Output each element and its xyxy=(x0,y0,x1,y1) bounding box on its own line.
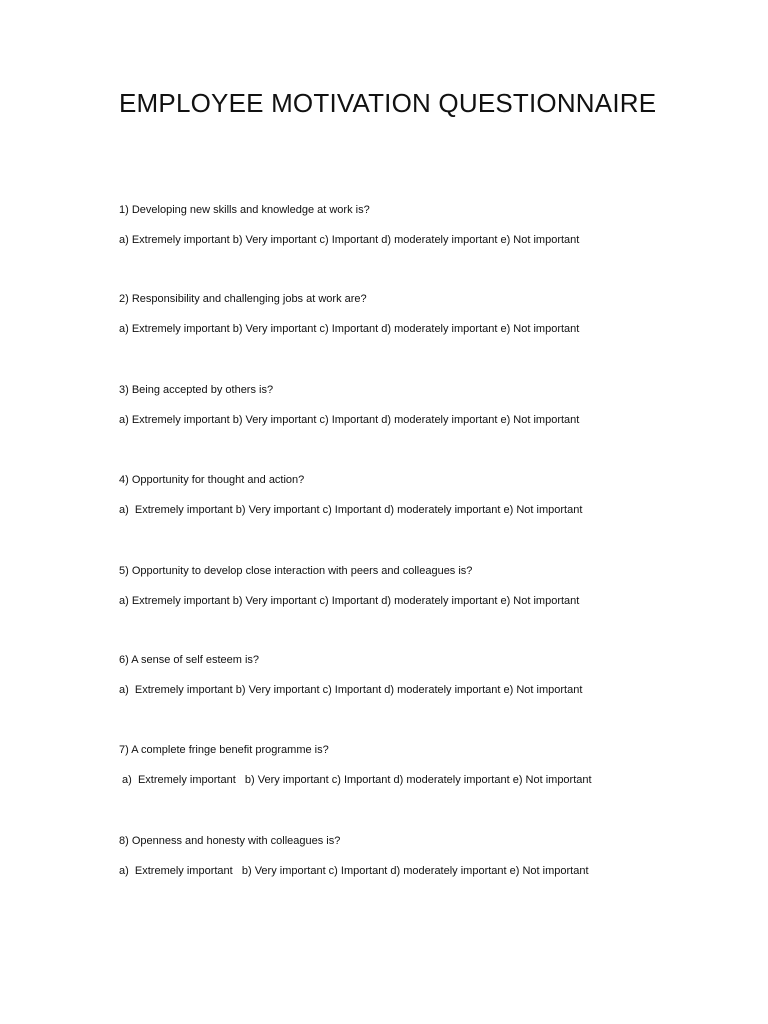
question-text: 1) Developing new skills and knowledge at work is? xyxy=(119,204,370,216)
question-8 xyxy=(0,835,768,895)
answer-options: a) Extremely important b) Very important c) Important d) moderately important e) Not important xyxy=(119,684,583,696)
question-3 xyxy=(0,384,768,444)
question-text: 8) Openness and honesty with colleagues is? xyxy=(119,835,341,847)
question-text: 7) A complete fringe benefit programme is? xyxy=(119,744,329,756)
answer-options: a) Extremely important b) Very important c) Important d) moderately important e) Not important xyxy=(119,595,580,607)
answer-options: a) Extremely important b) Very important c) Important d) moderately important e) Not important xyxy=(119,865,589,877)
answer-options: a) Extremely important b) Very important c) Important d) moderately important e) Not important xyxy=(119,504,583,516)
question-text: 3) Being accepted by others is? xyxy=(119,384,274,396)
answer-options: a) Extremely important b) Very important c) Important d) moderately important e) Not important xyxy=(119,414,580,426)
question-1 xyxy=(0,204,768,264)
question-text: 6) A sense of self esteem is? xyxy=(119,654,260,666)
answer-options: a) Extremely important b) Very important c) Important d) moderately important e) Not important xyxy=(119,774,592,786)
question-5 xyxy=(0,565,768,625)
question-2 xyxy=(0,293,768,353)
question-6 xyxy=(0,654,768,714)
answer-options: a) Extremely important b) Very important c) Important d) moderately important e) Not important xyxy=(119,234,580,246)
question-4 xyxy=(0,474,768,534)
document-title: EMPLOYEE MOTIVATION QUESTIONNAIRE xyxy=(119,88,657,118)
question-text: 2) Responsibility and challenging jobs at work are? xyxy=(119,293,367,305)
question-text: 5) Opportunity to develop close interaction with peers and colleagues is? xyxy=(119,565,473,577)
question-text: 4) Opportunity for thought and action? xyxy=(119,474,305,486)
question-7 xyxy=(0,744,768,804)
answer-options: a) Extremely important b) Very important c) Important d) moderately important e) Not important xyxy=(119,323,580,335)
